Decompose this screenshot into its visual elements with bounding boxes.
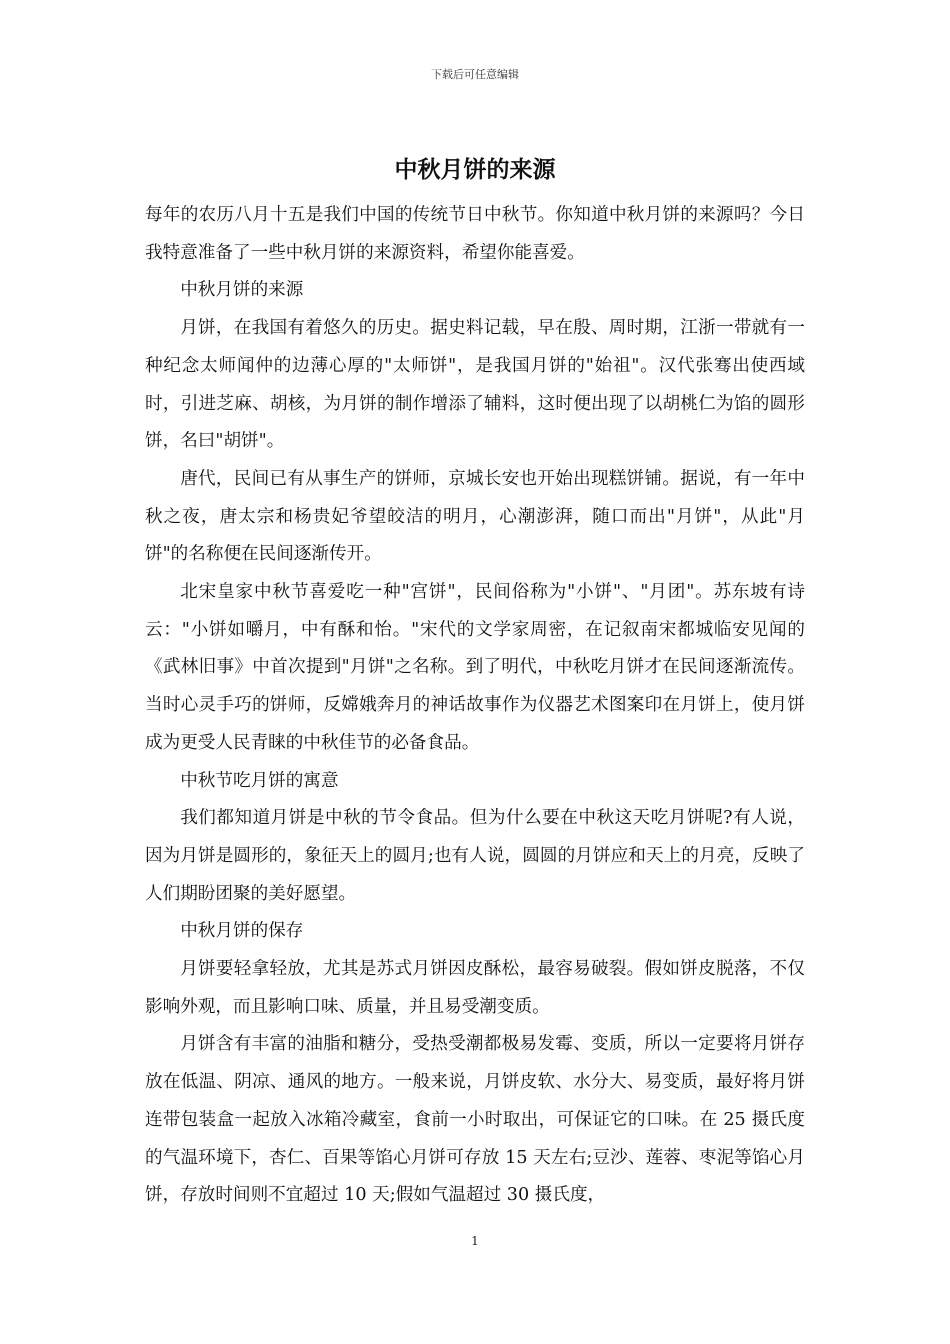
section-heading-origin: 中秋月饼的来源	[180, 280, 304, 301]
page-number: 1	[471, 1234, 479, 1248]
section-heading-meaning: 中秋节吃月饼的寓意	[180, 770, 339, 791]
paragraph-storage: 月饼含有丰富的油脂和糖分，受热受潮都极易发霉、变质，所以一定要将月饼存放在低温、阴凉、通风的地方。一般来说，月饼皮软、水分大、易变质，最好将月饼连带包装盒一起放入冰箱冷藏室，食前一小时取出，可保证它的口味。在 25 摄氏度的气温环境下，杏仁、百果等馅心月饼可存放 15 天左右;豆沙、莲蓉、枣泥等馅心月饼，存放时间则不宜超过 10 天;假如气温超过 30 摄氏度，	[145, 1034, 805, 1206]
paragraph-meaning: 我们都知道月饼是中秋的节令食品。但为什么要在中秋这天吃月饼呢?有人说，因为月饼是圆形的，象征天上的圆月;也有人说，圆圆的月饼应和天上的月亮，反映了人们期盼团聚的美好愿望。	[145, 808, 805, 904]
header-note: 下载后可任意编辑	[431, 68, 519, 81]
document-body	[145, 197, 805, 1215]
intro-paragraph: 每年的农历八月十五是我们中国的传统节日中秋节。你知道中秋月饼的来源吗？今日我特意准备了一些中秋月饼的来源资料，希望你能喜爱。	[145, 205, 805, 263]
paragraph-handling: 月饼要轻拿轻放，尤其是苏式月饼因皮酥松，最容易破裂。假如饼皮脱落，不仅影响外观，而且影响口味、质量，并且易受潮变质。	[145, 959, 805, 1017]
paragraph-history: 月饼，在我国有着悠久的历史。据史料记载，早在殷、周时期，江浙一带就有一种纪念太师闻仲的边薄心厚的"太师饼"，是我国月饼的"始祖"。汉代张骞出使西域时，引进芝麻、胡核，为月饼的制作增添了辅料，这时便出现了以胡桃仁为馅的圆形饼，名曰"胡饼"。	[145, 318, 805, 452]
section-heading-storage: 中秋月饼的保存	[180, 921, 304, 942]
paragraph-song-ming: 北宋皇家中秋节喜爱吃一种"宫饼"，民间俗称为"小饼"、"月团"。苏东坡有诗云："小饼如嚼月，中有酥和怡。"宋代的文学家周密，在记叙南宋都城临安见闻的《武林旧事》中首次提到"月饼"之名称。到了明代，中秋吃月饼才在民间逐渐流传。当时心灵手巧的饼师，反嫦娥奔月的神话故事作为仪器艺术图案印在月饼上，使月饼成为更受人民青睐的中秋佳节的必备食品。	[145, 582, 805, 753]
paragraph-tang-dynasty: 唐代，民间已有从事生产的饼师，京城长安也开始出现糕饼铺。据说，有一年中秋之夜，唐太宗和杨贵妃爷望皎洁的明月，心潮澎湃，随口而出"月饼"，从此"月饼"的名称便在民间逐渐传开。	[145, 468, 805, 565]
document-title: 中秋月饼的来源	[394, 156, 556, 183]
